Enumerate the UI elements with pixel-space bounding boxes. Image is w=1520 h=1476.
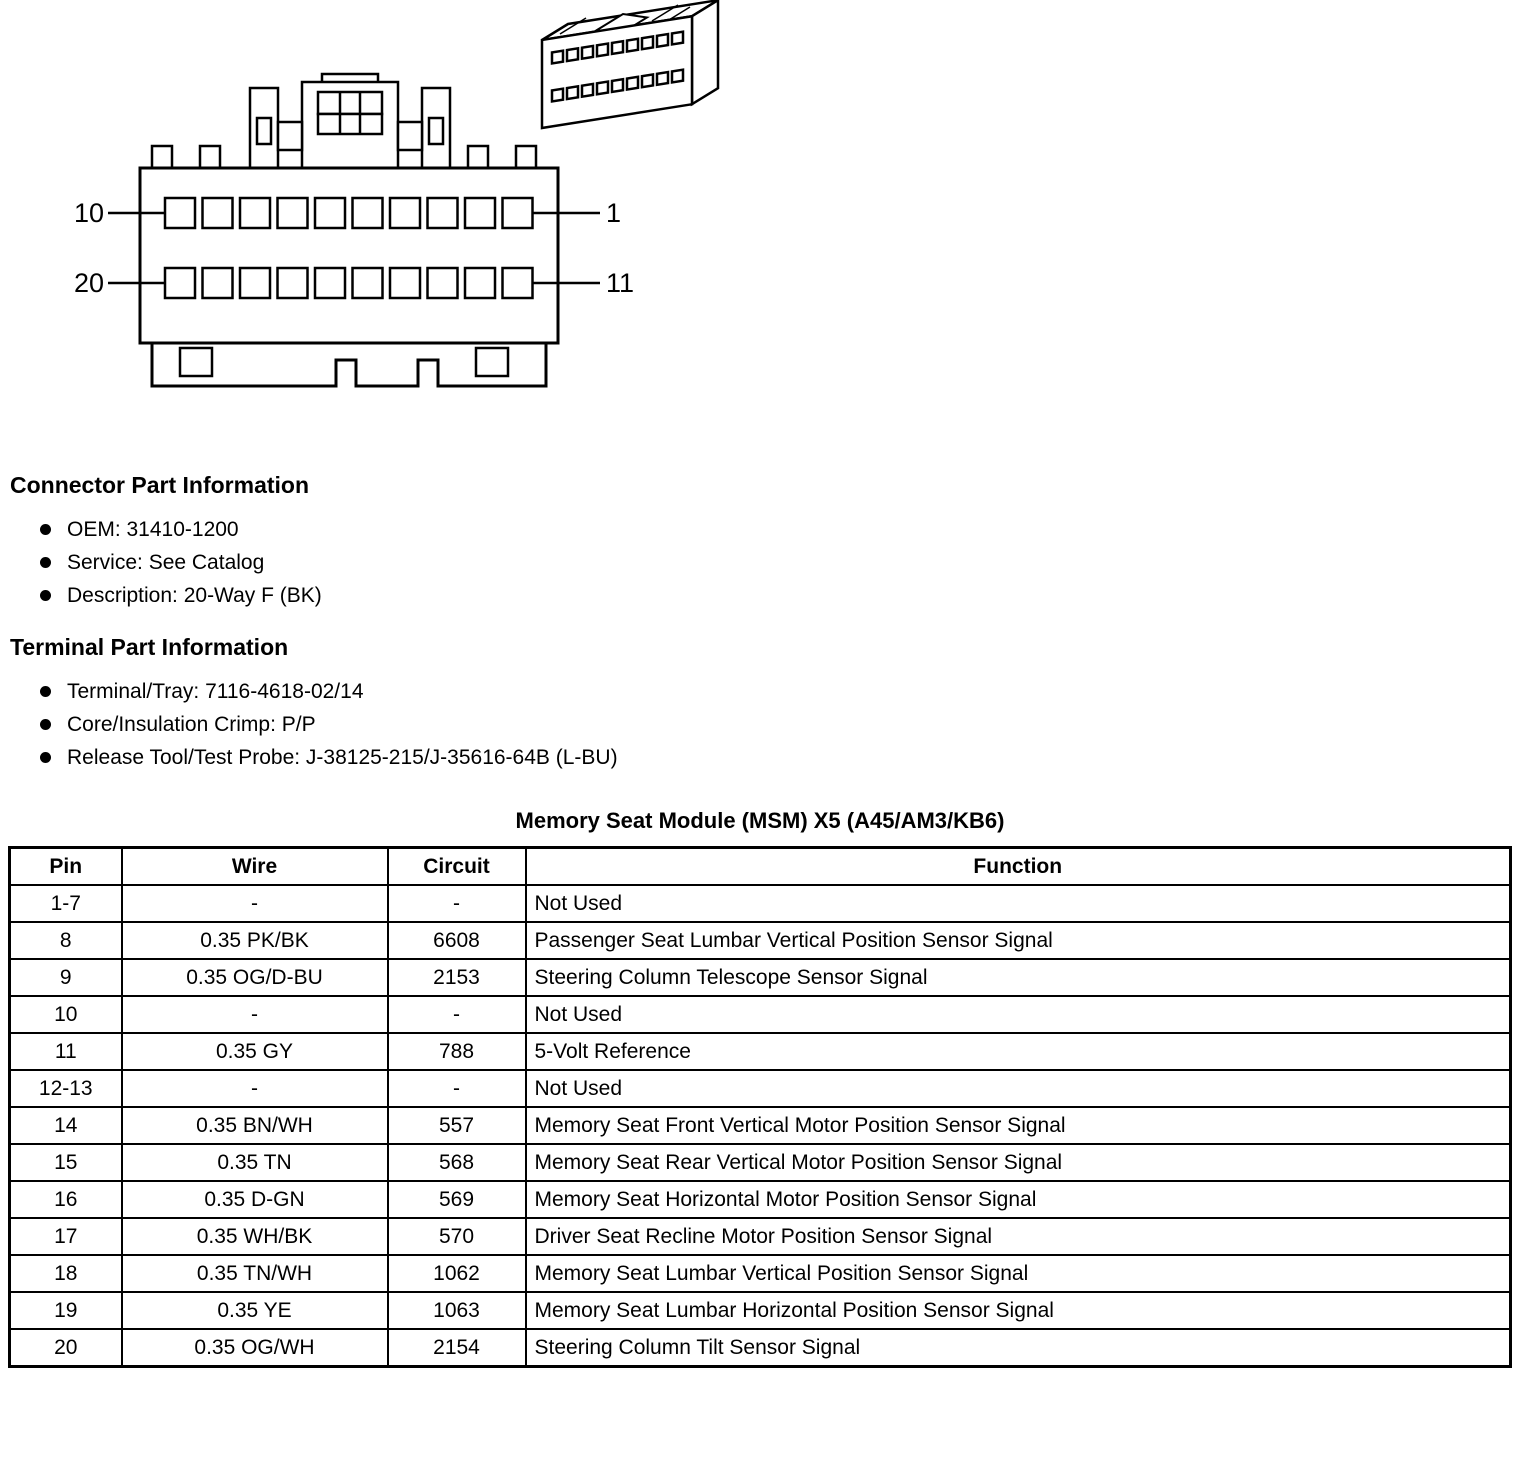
connector-diagram-area [0,0,1520,412]
table-row [10,996,1511,1033]
cell-function: Steering Column Telescope Sensor Signal [526,959,1511,996]
cell-circuit: 6608 [388,922,526,959]
cell-pin: 10 [10,996,122,1033]
cell-circuit: 1063 [388,1292,526,1329]
list-item-description: Description: 20-Way F (BK) [40,579,1520,612]
cell-circuit: - [388,996,526,1033]
cell-circuit: 2154 [388,1329,526,1367]
cell-wire: - [122,1070,388,1107]
connector-part-info-heading: Connector Part Information [10,472,310,498]
cell-pin: 1-7 [10,885,122,922]
cell-function: Passenger Seat Lumbar Vertical Position Sensor Signal [526,922,1511,959]
list-item-release-tool: Release Tool/Test Probe: J-38125-215/J-35616-64B (L-BU) [40,741,1520,774]
cell-circuit: - [388,1070,526,1107]
cell-circuit: 1062 [388,1255,526,1292]
list-item-crimp: Core/Insulation Crimp: P/P [40,708,1520,741]
table-row [10,922,1511,959]
cell-wire: 0.35 WH/BK [122,1218,388,1255]
cell-pin: 17 [10,1218,122,1255]
table-row [10,1218,1511,1255]
column-header-pin: Pin [10,848,122,886]
pinout-table-body [10,885,1511,1367]
cell-wire: 0.35 OG/WH [122,1329,388,1367]
cell-circuit: 570 [388,1218,526,1255]
table-title: Memory Seat Module (MSM) X5 (A45/AM3/KB6) [515,808,1005,833]
pinout-table [8,846,1512,1368]
cell-wire: - [122,885,388,922]
cell-wire: 0.35 BN/WH [122,1107,388,1144]
table-row [10,1070,1511,1107]
cell-circuit: - [388,885,526,922]
cell-pin: 18 [10,1255,122,1292]
terminal-part-info-list [0,675,1520,774]
cell-pin: 12-13 [10,1070,122,1107]
cell-function: Not Used [526,996,1511,1033]
column-header-wire: Wire [122,848,388,886]
table-row [10,1144,1511,1181]
cell-wire: 0.35 PK/BK [122,922,388,959]
cell-function: Driver Seat Recline Motor Position Sensor Signal [526,1218,1511,1255]
cell-wire: 0.35 YE [122,1292,388,1329]
cell-pin: 20 [10,1329,122,1367]
cell-wire: 0.35 OG/D-BU [122,959,388,996]
connector-part-info-list [0,513,1520,612]
connector-diagram [0,0,760,412]
column-header-circuit: Circuit [388,848,526,886]
cell-pin: 14 [10,1107,122,1144]
cell-wire: 0.35 TN [122,1144,388,1181]
table-row [10,1329,1511,1367]
cell-function: Not Used [526,885,1511,922]
cell-function: Memory Seat Rear Vertical Motor Position Sensor Signal [526,1144,1511,1181]
cell-function: Memory Seat Front Vertical Motor Position Sensor Signal [526,1107,1511,1144]
list-item-oem: OEM: 31410-1200 [40,513,1520,546]
list-item-service: Service: See Catalog [40,546,1520,579]
cell-circuit: 557 [388,1107,526,1144]
pin-label-1: 1 [606,198,622,228]
table-row [10,885,1511,922]
cell-pin: 9 [10,959,122,996]
cell-pin: 15 [10,1144,122,1181]
terminal-part-info-heading: Terminal Part Information [10,634,289,660]
cell-circuit: 568 [388,1144,526,1181]
cell-pin: 11 [10,1033,122,1070]
table-row [10,1255,1511,1292]
cell-pin: 8 [10,922,122,959]
pin-label-11: 11 [606,268,635,298]
table-row [10,1292,1511,1329]
cell-function: Memory Seat Horizontal Motor Position Sensor Signal [526,1181,1511,1218]
table-row [10,1107,1511,1144]
cell-pin: 19 [10,1292,122,1329]
cell-pin: 16 [10,1181,122,1218]
table-row [10,959,1511,996]
cell-function: 5-Volt Reference [526,1033,1511,1070]
cell-function: Not Used [526,1070,1511,1107]
cell-function: Steering Column Tilt Sensor Signal [526,1329,1511,1367]
pin-label-10: 10 [73,198,104,228]
column-header-function: Function [526,848,1511,886]
cell-wire: 0.35 D-GN [122,1181,388,1218]
pin-label-20: 20 [73,268,104,298]
cell-function: Memory Seat Lumbar Vertical Position Sensor Signal [526,1255,1511,1292]
table-row [10,1033,1511,1070]
cell-circuit: 2153 [388,959,526,996]
list-item-terminal-tray: Terminal/Tray: 7116-4618-02/14 [40,675,1520,708]
connector-isometric-diagram [542,0,718,128]
cell-wire: 0.35 GY [122,1033,388,1070]
cell-wire: - [122,996,388,1033]
table-header-row [10,848,1511,886]
cell-wire: 0.35 TN/WH [122,1255,388,1292]
cell-function: Memory Seat Lumbar Horizontal Position Sensor Signal [526,1292,1511,1329]
table-row [10,1181,1511,1218]
cell-circuit: 788 [388,1033,526,1070]
cell-circuit: 569 [388,1181,526,1218]
